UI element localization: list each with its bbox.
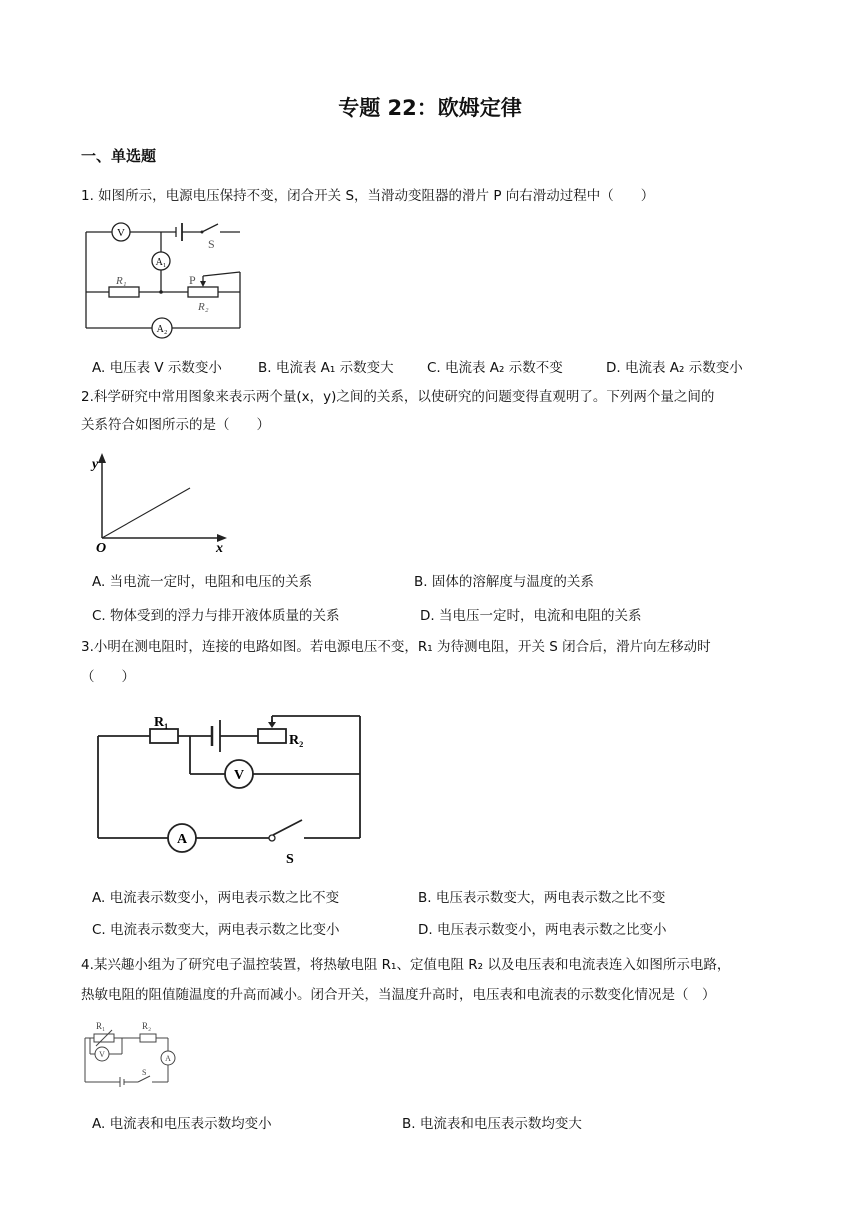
q2-option-b[interactable]: B. 固体的溶解度与温度的关系	[414, 574, 594, 590]
q1-switch-label: S	[208, 237, 215, 251]
q3-ammeter-label: A	[176, 832, 188, 847]
q1-r2-label: R₂	[198, 301, 209, 313]
page-title: 专题 22：欧姆定律	[338, 96, 522, 120]
q4-option-a[interactable]: A. 电流表和电压表示数均变小	[92, 1116, 272, 1132]
q2-option-c[interactable]: C. 物体受到的浮力与排开液体质量的关系	[92, 608, 340, 624]
q2-stem-line2: 关系符合如图所示的是（ ）	[81, 417, 270, 433]
q3-r2-label: R₂	[289, 733, 304, 748]
q1-option-a[interactable]: A. 电压表 V 示数变小	[92, 360, 222, 376]
q1-option-b[interactable]: B. 电流表 A₁ 示数变大	[258, 360, 394, 376]
q4-option-b[interactable]: B. 电流表和电压表示数均变大	[402, 1116, 582, 1132]
q2-option-d[interactable]: D. 当电压一定时，电流和电阻的关系	[420, 608, 642, 624]
q2-graph	[90, 450, 230, 556]
q1-slider-label: P	[189, 273, 196, 287]
q3-voltmeter-label: V	[233, 768, 245, 783]
q3-option-a[interactable]: A. 电流表示数变小，两电表示数之比不变	[92, 890, 340, 906]
section-heading: 一、单选题	[81, 147, 157, 165]
q3-option-b[interactable]: B. 电压表示数变大，两电表示数之比不变	[418, 890, 666, 906]
q1-option-d[interactable]: D. 电流表 A₂ 示数变小	[606, 360, 743, 376]
q4-r1-label: R₁	[96, 1021, 106, 1031]
q1-circuit-diagram	[84, 218, 244, 342]
q4-voltmeter-label: V	[99, 1050, 105, 1059]
q4-stem-line1: 4.某兴趣小组为了研究电子温控装置，将热敏电阻 R₁、定值电阻 R₂ 以及电压表和电流表连入如图所示电路，	[81, 957, 731, 973]
q1-r1-label: R₁	[116, 275, 127, 287]
q1-option-c[interactable]: C. 电流表 A₂ 示数不变	[427, 360, 563, 376]
q4-ammeter-label: A	[165, 1054, 171, 1063]
q3-stem-line1: 3.小明在测电阻时，连接的电路如图。若电源电压不变，R₁ 为待测电阻，开关 S 闭合后，滑片向左移动时	[81, 639, 711, 655]
q2-y-axis-label: y	[92, 457, 99, 472]
q4-switch-label: S	[142, 1068, 147, 1077]
q3-option-c[interactable]: C. 电流表示数变大，两电表示数之比变小	[92, 922, 340, 938]
q2-option-a[interactable]: A. 当电流一定时，电阻和电压的关系	[92, 574, 313, 590]
q3-circuit-diagram	[92, 704, 367, 868]
q3-option-d[interactable]: D. 电压表示数变小，两电表示数之比变小	[418, 922, 667, 938]
q2-stem-line1: 2.科学研究中常用图象来表示两个量(x，y)之间的关系，以使研究的问题变得直观明了。下列两个量之间的	[81, 389, 715, 405]
q4-stem-line2: 热敏电阻的阻值随温度的升高而减小。闭合开关，当温度升高时，电压表和电流表的示数变化情况是（ ）	[81, 987, 716, 1003]
q1-stem: 1. 如图所示，电源电压保持不变，闭合开关 S，当滑动变阻器的滑片 P 向右滑动过程中（ ）	[81, 188, 655, 204]
q4-r2-label: R₂	[142, 1021, 152, 1031]
q1-voltmeter-label: V	[117, 227, 125, 239]
q3-stem-line2: （ ）	[81, 669, 135, 685]
q1-ammeter-a1-label: A₁	[155, 257, 167, 268]
q3-r1-label: R₁	[154, 715, 169, 730]
q2-origin-label: O	[96, 541, 107, 556]
q4-circuit-diagram	[82, 1018, 182, 1090]
q1-ammeter-a2-label: A₂	[156, 324, 168, 335]
q3-switch-label: S	[286, 852, 294, 867]
q2-x-axis-label: x	[216, 541, 223, 556]
